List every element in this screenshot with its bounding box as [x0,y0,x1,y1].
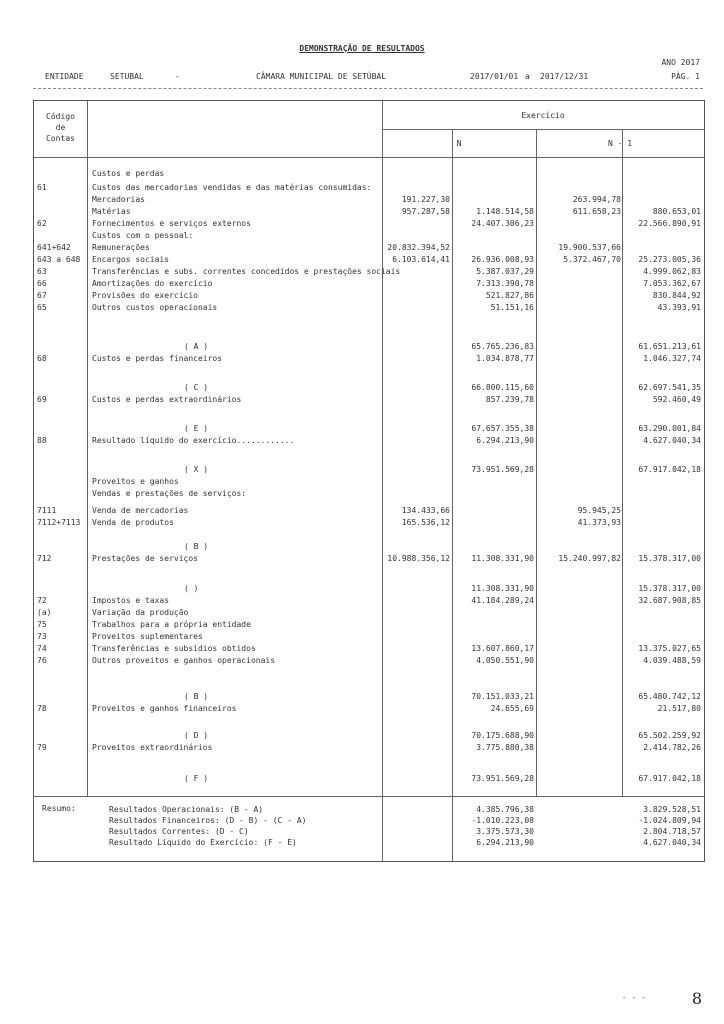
value-n1-total: 67.917.042,18 [638,774,701,783]
value-n1-detail: 611.658,23 [572,207,621,216]
table-row [34,773,704,784]
resumo-text: Resultados Financeiros: (D - B) - (C - A) [109,816,307,825]
table-row [34,182,704,193]
table-row [34,655,704,666]
table-row [34,541,704,552]
table-row [34,341,704,352]
header-dash: - [175,72,180,81]
row-description: Transferências e subsídios obtidos [92,644,256,653]
code-header: Código de Contas [46,112,75,143]
table-row [34,742,704,753]
value-n1-total: 61.651.213,61 [638,342,701,351]
resumo-text: Resultados Operacionais: (B - A) [109,805,264,814]
account-code: 76 [37,656,47,665]
value-n-detail: 957.287,58 [401,207,450,216]
resumo-row [34,815,704,826]
date-sep: a [525,72,530,81]
resumo-text: Resultados Correntes: (D - C) [109,827,249,836]
value-n1-total: 13.375.027,65 [638,644,701,653]
exercicio-header: Exercício [521,111,565,120]
table-row [34,595,704,606]
row-description: Proveitos extraordinários [92,743,213,752]
value-n-total: 65.765.236,83 [471,342,534,351]
value-n-total: 521.827,86 [485,291,534,300]
account-code: 62 [37,219,47,228]
table-row [34,583,704,594]
value-n1-total: 67.917.042,18 [638,465,701,474]
table-row [34,691,704,702]
table-row [34,703,704,714]
value-n1-detail: 15.240.997,82 [558,554,621,563]
row-description: Encargos sociais [92,255,170,264]
account-code: 641+642 [37,243,71,252]
value-n1-total: 2.414.782,26 [643,743,701,752]
row-description: Venda de mercadorias [92,506,189,515]
row-description: Vendas e prestações de serviços: [92,489,247,498]
row-description: ( B ) [184,692,209,701]
table-row [34,619,704,630]
table-row [34,353,704,364]
value-n-total: 11.308.331,90 [471,584,534,593]
table-row [34,394,704,405]
page-label: PÁG. 1 [671,72,700,81]
row-description: ( C ) [184,383,209,392]
n-header: N [456,139,462,148]
value-n1-total: 4.999.062,83 [643,267,701,276]
value-n-total: 11.308.331,90 [471,554,534,563]
row-description: Proveitos suplementares [92,632,203,641]
entidade-label: ENTIDADE [45,72,84,81]
value-n-total: 41.184.289,24 [471,596,534,605]
row-description: Mercadorias [92,195,145,204]
account-code: 88 [37,436,47,445]
value-n1-total: 4.039.488,59 [643,656,701,665]
resumo-value-n: 6.294.213,90 [476,838,534,847]
table-row [34,278,704,289]
account-code: 74 [37,644,47,653]
row-description: ( X ) [184,465,209,474]
account-code: 63 [37,267,47,276]
table-row [34,517,704,528]
row-description: Trabalhos para a própria entidade [92,620,251,629]
value-n1-total: 22.566.890,91 [638,219,701,228]
account-code: 61 [37,183,47,192]
value-n1-detail: 95.945,25 [577,506,621,515]
table-row [34,643,704,654]
value-n1-total: 65.502.259,92 [638,731,701,740]
account-code: 66 [37,279,47,288]
row-description: Transferências e subs. correntes concedidos e prestações sociais [92,267,401,276]
value-n-total: 70.175.688,90 [471,731,534,740]
table-row [34,607,704,618]
value-n-total: 24.407.306,23 [471,219,534,228]
resumo-value-n1: 4.627.040,34 [643,838,701,847]
row-description: Amortizações do exercício [92,279,213,288]
account-code: 7112+7113 [37,518,81,527]
value-n-total: 24.655,69 [490,704,534,713]
resumo-value-n1: 3.829.528,51 [643,805,701,814]
row-description: Provisões do exercício [92,291,198,300]
table-row [34,382,704,393]
account-code: 643 a 648 [37,255,81,264]
value-n1-detail: 263.994,78 [572,195,621,204]
table-row [34,290,704,301]
row-description: ( A ) [184,342,209,351]
row-description: Remunerações [92,243,150,252]
value-n1-total: 21.517,80 [657,704,701,713]
resumo-row [34,837,704,848]
value-n-total: 1.034.878,77 [476,354,534,363]
value-n-detail: 191.227,30 [401,195,450,204]
row-description: Custos das mercadorias vendidas e das matérias consumidas: [92,183,372,192]
table-row [34,464,704,475]
value-n1-detail: 41.373,93 [577,518,621,527]
table-row [34,730,704,741]
table-row [34,302,704,313]
table-row [34,476,704,487]
table-row [34,435,704,446]
value-n-total: 7.313.390,78 [476,279,534,288]
entidade-value: SETUBAL [110,72,144,81]
account-code: 75 [37,620,47,629]
value-n-total: 73.951.569,28 [471,774,534,783]
table-row [34,266,704,277]
value-n-total: 1.148.514,58 [476,207,534,216]
date-from: 2017/01/01 [470,72,519,81]
value-n1-total: 592.460,49 [652,395,701,404]
value-n1-total: 15.378.317,00 [638,584,701,593]
resumo-row [34,804,704,815]
table-row [34,631,704,642]
resumo-label: Resumo: [42,804,76,813]
account-code: 69 [37,395,47,404]
resumo-text: Resultado Líquido do Exercício: (F - E) [109,838,297,847]
date-to: 2017/12/31 [540,72,589,81]
value-n1-total: 32.687.908,85 [638,596,701,605]
row-description: ( B ) [184,542,209,551]
table-row [34,553,704,564]
resumo-value-n: 3.375.573,30 [476,827,534,836]
value-n1-total: 15.378.317,00 [638,554,701,563]
value-n1-total: 63.290.001,84 [638,424,701,433]
value-n1-total: 4.627.040,34 [643,436,701,445]
value-n-total: 4.050.551,90 [476,656,534,665]
value-n1-detail: 5.372.467,70 [563,255,621,264]
table-row [34,488,704,499]
value-n-detail: 165.536,12 [401,518,450,527]
value-n-total: 6.294.213,90 [476,436,534,445]
value-n-detail: 20.832.394,52 [387,243,450,252]
value-n1-total: 25.273.005,36 [638,255,701,264]
value-n-total: 70.151.033,21 [471,692,534,701]
value-n1-detail: 19.900.537,66 [558,243,621,252]
value-n-total: 5.387.037,29 [476,267,534,276]
document-title: DEMONSTRAÇÃO DE RESULTADOS [299,44,425,53]
row-description: Matérias [92,207,131,216]
row-description: Outros proveitos e ganhos operacionais [92,656,276,665]
table-row [34,254,704,265]
page-number: 8 [691,989,702,1008]
row-description: ( D ) [184,731,209,740]
value-n-detail: 134.433,66 [401,506,450,515]
year-label: ANO 2017 [661,58,700,67]
account-code: 712 [37,554,52,563]
value-n-total: 857.239,78 [485,395,534,404]
account-code: 78 [37,704,47,713]
table-row [34,423,704,434]
account-code: (a) [37,608,52,617]
row-description: Outros custos operacionais [92,303,218,312]
row-description: ( F ) [184,774,209,783]
value-n-detail: 10.988.356,12 [387,554,450,563]
n1-header: N - 1 [607,139,633,148]
resumo-value-n1: 2.804.718,57 [643,827,701,836]
table-row [34,505,704,516]
row-description: Variação da produção [92,608,189,617]
row-description: Custos e perdas [92,169,165,178]
row-description: Resultado líquido do exercício............ [92,436,295,445]
value-n-total: 26.936.008,93 [471,255,534,264]
header-divider [33,88,703,89]
row-description: Fornecimentos e serviços externos [92,219,251,228]
row-description: ( ) [184,584,199,593]
value-n1-total: 43.393,91 [657,303,701,312]
row-description: Impostos e taxas [92,596,170,605]
row-description: ( E ) [184,424,209,433]
row-description: Custos e perdas financeiros [92,354,223,363]
resumo-top-line [34,796,704,797]
table-row [34,206,704,217]
value-n-total: 66.800.115,60 [471,383,534,392]
account-code: 7111 [37,506,57,515]
value-n1-total: 7.053.362,67 [643,279,701,288]
account-code: 79 [37,743,47,752]
value-n-total: 73.951.569,28 [471,465,534,474]
account-code: 73 [37,632,47,641]
table-row [34,194,704,205]
value-n1-total: 1.046.327,74 [643,354,701,363]
row-description: Custos com o pessoal: [92,231,194,240]
results-table [33,100,705,862]
table-row [34,230,704,241]
row-description: Venda de produtos [92,518,174,527]
header-bottom-line [34,157,704,158]
row-description: Proveitos e ganhos financeiros [92,704,237,713]
row-description: Custos e perdas extraordinários [92,395,242,404]
resumo-value-n: -1.010.223,08 [471,816,534,825]
resumo-value-n: 4.385.796,38 [476,805,534,814]
entity-name: CÂMARA MUNICIPAL DE SETÚBAL [256,72,387,81]
value-n-total: 67.657.355,38 [471,424,534,433]
footer-marks: - - - [621,993,646,1002]
account-code: 67 [37,291,47,300]
row-description: Proveitos e ganhos [92,477,179,486]
account-code: 65 [37,303,47,312]
value-n1-total: 880.653,01 [652,207,701,216]
value-n-total: 13.607.860,17 [471,644,534,653]
value-n-detail: 6.103.614,41 [392,255,450,264]
value-n-total: 3.775.880,38 [476,743,534,752]
account-code: 68 [37,354,47,363]
exercicio-underline [382,129,704,130]
value-n-total: 51.151,16 [490,303,534,312]
resumo-value-n1: -1.024.809,94 [638,816,701,825]
table-row [34,168,704,179]
value-n1-total: 62.697.541,35 [638,383,701,392]
table-row [34,218,704,229]
resumo-row [34,826,704,837]
table-row [34,242,704,253]
row-description: Prestações de serviços [92,554,198,563]
account-code: 72 [37,596,47,605]
value-n1-total: 830.844,92 [652,291,701,300]
value-n1-total: 65.480.742,12 [638,692,701,701]
